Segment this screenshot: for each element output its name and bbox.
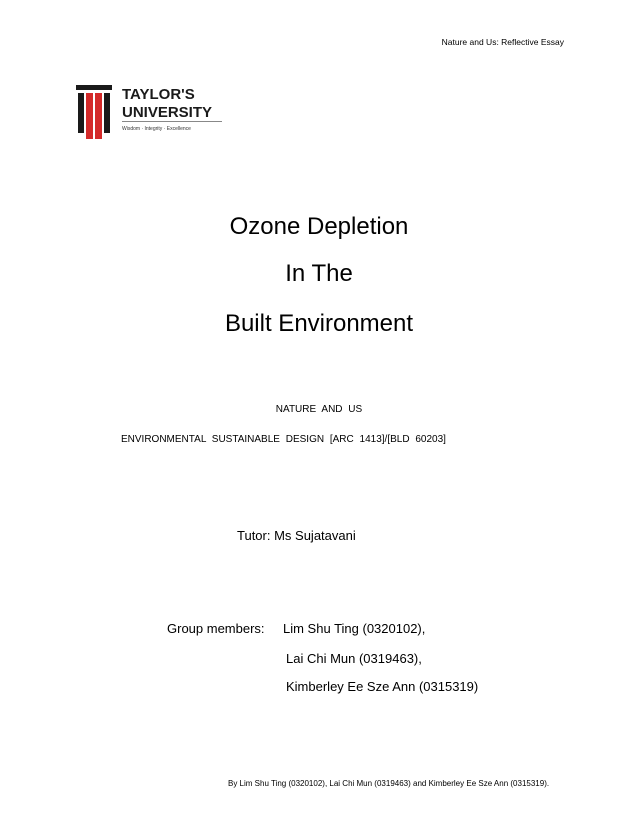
- course-name: NATURE AND US: [275, 404, 363, 415]
- group-members-label: Group members:: [167, 621, 265, 636]
- logo-line1: TAYLOR'S: [122, 86, 195, 103]
- running-header: Nature and Us: Reflective Essay: [441, 37, 564, 47]
- title-line-1: Ozone Depletion: [229, 213, 409, 240]
- logo-emblem-icon: [76, 83, 226, 141]
- group-member: Lai Chi Mun (0319463),: [286, 651, 422, 666]
- group-member: Lim Shu Ting (0320102),: [283, 621, 426, 636]
- logo-line2: UNIVERSITY: [122, 104, 213, 121]
- university-logo: [76, 83, 226, 141]
- title-line-3: Built Environment: [224, 310, 414, 337]
- group-member: Kimberley Ee Sze Ann (0315319): [286, 679, 479, 694]
- course-code: ENVIRONMENTAL SUSTAINABLE DESIGN [ARC 1413]/[BLD 60203]: [121, 434, 446, 445]
- tutor-line: Tutor: Ms Sujatavani: [237, 528, 356, 543]
- title-line-2: In The: [285, 260, 353, 287]
- page-footer: By Lim Shu Ting (0320102), Lai Chi Mun (0319463) and Kimberley Ee Sze Ann (0315319).: [228, 779, 550, 788]
- logo-tagline: Wisdom · Integrity · Excellence: [122, 126, 191, 132]
